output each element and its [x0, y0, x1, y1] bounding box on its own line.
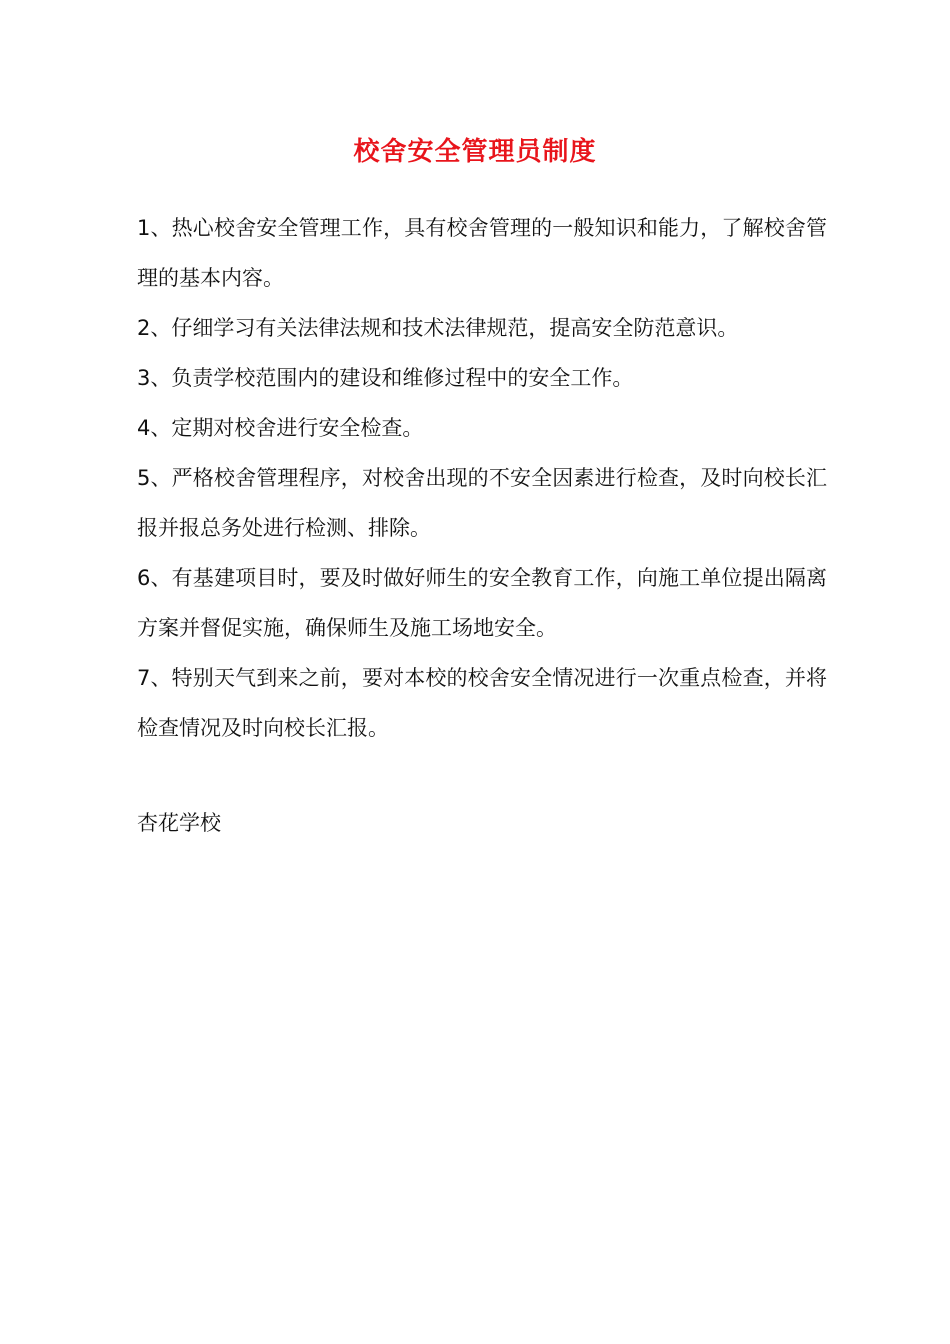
clause-2: 2、仔细学习有关法律法规和技术法律规范，提高安全防范意识。	[137, 316, 739, 340]
clause-1: 1、热心校舍安全管理工作，具有校舍管理的一般知识和能力，了解校舍管理的基本内容。	[137, 216, 827, 290]
clause-4: 4、定期对校舍进行安全检查。	[137, 416, 424, 440]
clause-3: 3、负责学校范围内的建设和维修过程中的安全工作。	[137, 366, 634, 390]
document-title: 校舍安全管理员制度	[353, 137, 597, 167]
clause-7: 7、特别天气到来之前，要对本校的校舍安全情况进行一次重点检查，并将检查情况及时向校长汇报。	[137, 666, 827, 740]
clause-list	[137, 203, 827, 753]
clause-5: 5、严格校舍管理程序，对校舍出现的不安全因素进行检查，及时向校长汇报并报总务处进行检测、排除。	[137, 466, 827, 540]
clause-6: 6、有基建项目时，要及时做好师生的安全教育工作，向施工单位提出隔离方案并督促实施，确保师生及施工场地安全。	[137, 566, 827, 640]
school-signature: 杏花学校	[137, 811, 221, 835]
